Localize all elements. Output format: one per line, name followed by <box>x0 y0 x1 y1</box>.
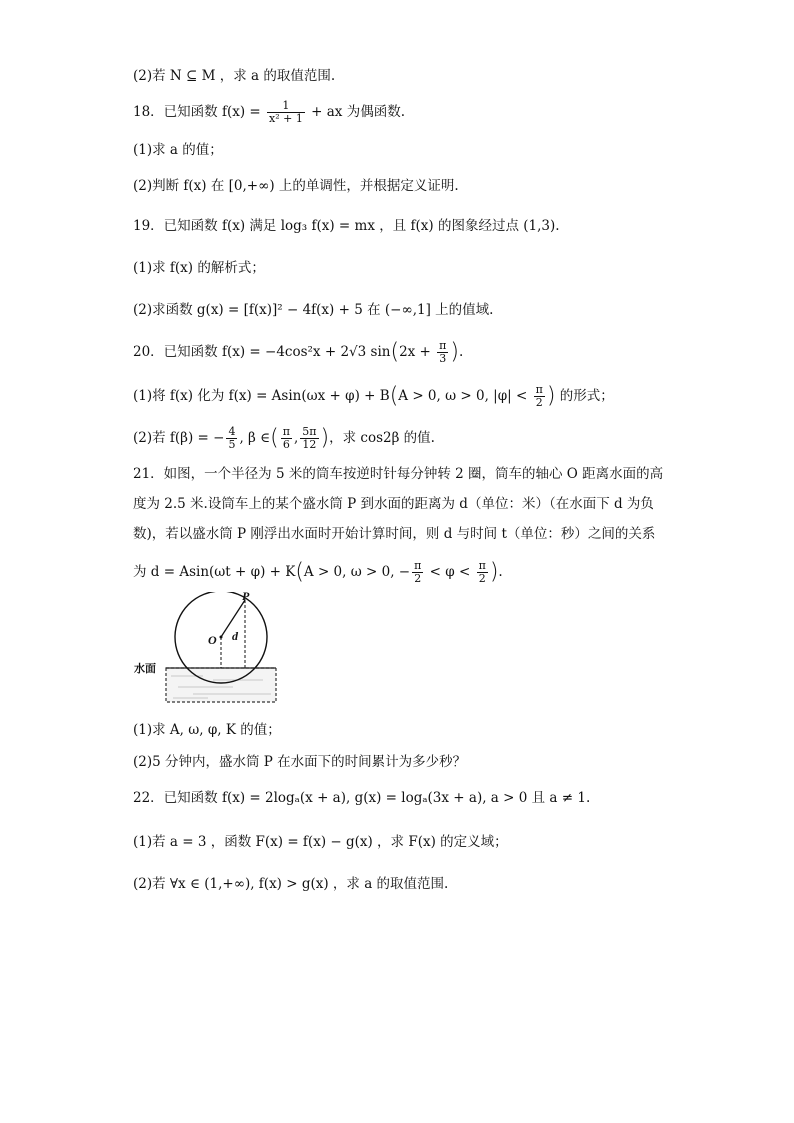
q18-frac-num: 1 <box>267 100 305 113</box>
q20-p1-frac-num: π <box>535 383 543 396</box>
q19-part2: (2)求函数 g(x) = [f(x)]² − 4f(x) + 5 在 (−∞,1] 上的值域. <box>133 302 494 318</box>
q21-l4-f2-den: 2 <box>478 572 486 585</box>
q20-p2-paren-close: ) <box>320 425 330 451</box>
q20-stem-inner: 2x + <box>399 344 436 360</box>
q20-p2-frac-den: 5 <box>228 438 236 451</box>
q20-p2-f2-den: 12 <box>302 438 317 451</box>
q21-l4-f2-num: π <box>478 559 486 572</box>
q20-p2-f2-num: 5π <box>302 425 317 438</box>
water-region <box>166 668 276 702</box>
q21-l4-paren-close: ) <box>489 559 499 585</box>
q21-l4-f1-num: π <box>414 559 422 572</box>
q21-l4-f1-den: 2 <box>414 572 422 585</box>
q20-stem-suffix: . <box>459 344 464 360</box>
q21-l4-fraction-1 <box>412 560 423 585</box>
q22-stem: 22．已知函数 f(x) = 2logₐ(x + a), g(x) = logₐ(3x + a), a > 0 且 a ≠ 1. <box>133 790 591 806</box>
q20-paren-close: ) <box>450 339 459 365</box>
q21-l4-suffix: . <box>498 564 503 580</box>
q21-l4-mid: < φ < <box>425 564 475 580</box>
q20-p1-prefix: (1)将 f(x) 化为 f(x) = Asin(ωx + φ) + B <box>133 388 390 404</box>
q20-p1-frac-den: 2 <box>535 396 543 409</box>
q21-l4-inner: A > 0, ω > 0, − <box>303 564 411 580</box>
q20-p1-paren-open: ( <box>389 383 399 409</box>
q20-p2-comma: , <box>293 430 299 446</box>
label-O: O <box>208 633 217 647</box>
label-P: P <box>242 592 250 603</box>
q20-p2-interval-high <box>300 426 318 451</box>
q20-p1-suffix: 的形式； <box>555 388 614 404</box>
q18-stem <box>133 100 405 125</box>
q20-p1-paren-close: ) <box>546 383 556 409</box>
q20-frac-den: 3 <box>439 352 447 365</box>
q20-p2-f1-den: 6 <box>282 438 290 451</box>
q18-fraction <box>267 100 305 125</box>
q20-p2-fraction <box>226 426 237 451</box>
q20-stem <box>133 340 463 365</box>
q20-frac-num: π <box>439 339 447 352</box>
q20-paren-open: ( <box>390 339 400 365</box>
center-point <box>220 636 223 639</box>
label-d: d <box>232 629 238 643</box>
q20-p2-prefix: (2)若 f(β) = − <box>133 430 225 446</box>
q17-part2: (2)若 N ⊆ M ，求 a 的取值范围. <box>133 68 336 84</box>
q22-part2: (2)若 ∀x ∈ (1,+∞), f(x) > g(x) ，求 a 的取值范围. <box>133 876 449 892</box>
q21-line1: 21．如图，一个半径为 5 米的筒车按逆时针每分钟转 2 圈，筒车的轴心 O 距离水面的高 <box>133 466 664 482</box>
q20-p2-frac-num: 4 <box>228 425 236 438</box>
q20-p1-fraction <box>534 384 545 409</box>
q21-line4 <box>133 560 503 585</box>
q18-frac-den: x² + 1 <box>269 112 303 125</box>
q18-stem-suffix: + ax 为偶函数. <box>306 104 405 120</box>
q20-p1-inner: A > 0, ω > 0, |φ| < <box>398 388 532 404</box>
q20-p2-paren-open: ( <box>270 425 279 451</box>
q20-part1 <box>133 384 614 409</box>
q21-line2: 度为 2.5 米.设筒车上的某个盛水筒 P 到水面的距离为 d（单位：米）（在水面下 d 为负 <box>133 496 654 512</box>
q18-part1: (1)求 a 的值； <box>133 142 223 158</box>
q21-l4-prefix: 为 d = Asin(ωt + φ) + K <box>133 564 296 580</box>
water-wheel-figure <box>133 592 283 707</box>
q21-part1: (1)求 A, ω, φ, K 的值； <box>133 722 281 738</box>
q22-part1: (1)若 a = 3 ，函数 F(x) = f(x) − g(x) ，求 F(x) 的定义域； <box>133 834 508 850</box>
q21-line3: 数)，若以盛水筒 P 刚浮出水面时开始计算时间，则 d 与时间 t（单位：秒）之间的关系 <box>133 526 656 542</box>
label-water: 水面 <box>134 662 156 675</box>
q20-p2-f1-num: π <box>282 425 290 438</box>
q21-part2: (2)5 分钟内，盛水筒 P 在水面下的时间累计为多少秒？ <box>133 754 467 770</box>
q21-l4-paren-open: ( <box>295 559 304 585</box>
q20-p2-suffix: ，求 cos2β 的值. <box>329 430 435 446</box>
q20-stem-prefix: 20．已知函数 f(x) = −4cos²x + 2√3 sin <box>133 344 391 360</box>
q20-part2 <box>133 426 435 451</box>
q18-part2: (2)判断 f(x) 在 [0,+∞) 上的单调性，并根据定义证明. <box>133 178 459 194</box>
q21-l4-fraction-2 <box>477 560 488 585</box>
q19-stem: 19．已知函数 f(x) 满足 log₃ f(x) = mx ，且 f(x) 的图象经过点 (1,3). <box>133 218 560 234</box>
q20-fraction <box>437 340 448 365</box>
q20-p2-interval-low <box>281 426 292 451</box>
q18-stem-prefix: 18．已知函数 f(x) = <box>133 104 266 120</box>
q20-p2-mid: , β ∈ <box>239 430 271 446</box>
q19-part1: (1)求 f(x) 的解析式； <box>133 260 265 276</box>
